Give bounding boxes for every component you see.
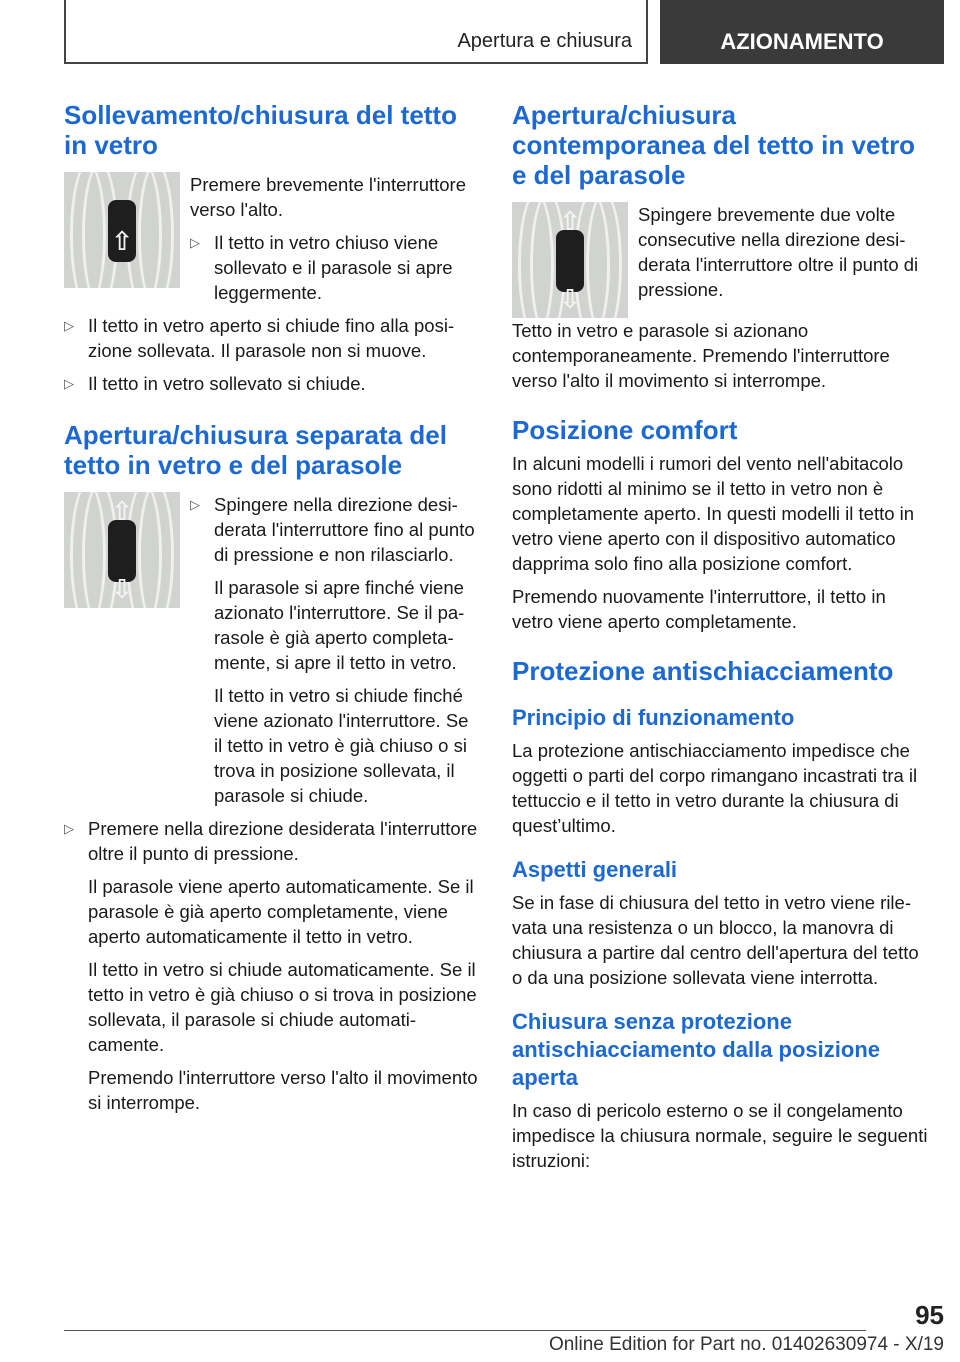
paragraph: In caso di pericolo esterno o se il congelamento impedisce la chiusura normale, seguire le seguenti istruzioni: (512, 1100, 928, 1171)
section-title-simultaneous: Apertura/chiusura contemporanea del tetto in vetro e del parasole (512, 100, 916, 190)
list-item: ▷ Il tetto in vetro chiuso viene sollevato e il parasole si apre leggermente. (190, 232, 453, 303)
header-section-title: Apertura e chiusura (457, 30, 632, 52)
arrow-down-icon: ⇩ (559, 283, 581, 314)
arrow-up-icon: ⇧ (559, 205, 581, 236)
subheading-principle: Principio di funzionamento (512, 705, 795, 730)
paragraph: Premendo l'interruttore verso l'alto il movimento si interrompe. (88, 1067, 478, 1113)
switch-row-separate (64, 492, 478, 816)
arrow-down-icon: ⇩ (111, 573, 133, 604)
subheading-general: Aspetti generali (512, 857, 678, 882)
arrow-up-icon: ⇧ (111, 225, 133, 256)
paragraph: Premere brevemente l'interruttore verso l'alto. (190, 174, 467, 220)
triangle-bullet-icon: ▷ (64, 376, 74, 391)
roof-switch-double-image (512, 202, 628, 318)
section-title-separate: Apertura/chiusura separata del tetto in vetro e del parasole (64, 420, 447, 480)
footer-divider (64, 1330, 866, 1331)
header-chapter-tab: AZIONAMENTO (660, 0, 944, 64)
list-item: ▷ Premere nella direzione desiderata l'interruttore oltre il punto di pressione. (64, 818, 478, 864)
paragraph: Se in fase di chiusura del tetto in vetro viene rilevata una resistenza o un blocco, la manovra di chiusura a partire dal centro dell'apertura del tetto o da una posizione sollevata viene interrotta. (512, 892, 919, 988)
switch-row-simultaneous (512, 202, 930, 318)
triangle-bullet-icon: ▷ (190, 497, 200, 512)
paragraph: La protezione antischiacciamento impedisce che oggetti o parti del corpo rimangano incastrati tra il tettuccio e il tetto in vetro durante la chiusura di quest’ultimo. (512, 740, 918, 836)
paragraph: Il tetto in vetro si chiude automaticamente. Se il tetto in vetro è già chiuso o si trova in posizione sollevata, il parasole si chiude automaticamente. (88, 959, 477, 1055)
section-title-lift: Sollevamento/chiusura del tetto in vetro (64, 100, 457, 160)
page-number: 95 (915, 1300, 944, 1330)
roof-switch-updown-image (64, 492, 180, 608)
list-item: ▷ Spingere nella direzione desiderata l'interruttore fino al punto di pressione e non rilasciarlo. (190, 494, 475, 565)
triangle-bullet-icon: ▷ (64, 318, 74, 333)
paragraph: Premendo nuovamente l'interruttore, il tetto in vetro viene aperto completamente. (512, 586, 886, 632)
paragraph: Spingere brevemente due volte consecutive nella direzione desiderata l'interruttore oltre il punto di pressione. (638, 204, 919, 300)
subheading-closing: Chiusura senza protezione antischiacciamento dalla posizione aperta (512, 1009, 880, 1090)
paragraph: In alcuni modelli i rumori del vento nell'abitacolo sono ridotti al minimo se il tetto in vetro non è completamente aperto. In questi modelli il tetto in vetro viene aperto con il dispositivo automatico dapprima solo fino alla posizione comfort. (512, 453, 915, 574)
paragraph: Il parasole si apre finché viene azionato l'interruttore. Se il parasole è già aperto completamente, si apre il tetto in vetro. (214, 577, 465, 673)
switch-row-lift (64, 172, 478, 313)
section-title-comfort: Posizione comfort (512, 415, 738, 445)
paragraph: Il tetto in vetro si chiude finché viene azionato l'interruttore. Se il tetto in vetro è già chiuso o si trova in posizione sollevata, il parasole si chiude. (214, 685, 469, 806)
triangle-bullet-icon: ▷ (190, 235, 200, 250)
list-item: ▷ Il tetto in vetro aperto si chiude fino alla posizione sollevata. Il parasole non si muove. (64, 315, 455, 361)
list-item: ▷ Il tetto in vetro sollevato si chiude. (64, 373, 366, 394)
left-column (64, 100, 478, 1123)
triangle-bullet-icon: ▷ (64, 821, 74, 836)
paragraph: Il parasole viene aperto automaticamente. Se il parasole è già aperto completamente, viene aperto automaticamente il tetto in vetro. (88, 876, 474, 947)
paragraph: Tetto in vetro e parasole si azionano contemporaneamente. Premendo l'interruttore verso l'alto il movimento si interrompe. (512, 320, 890, 391)
roof-switch-up-image (64, 172, 180, 288)
section-title-antipinch: Protezione antischiacciamento (512, 656, 894, 686)
header-frame (64, 0, 648, 64)
footer-edition: Online Edition for Part no. 01402630974 - X/19 (548, 1334, 944, 1355)
arrow-up-icon: ⇧ (111, 495, 133, 526)
right-column (512, 100, 930, 1181)
